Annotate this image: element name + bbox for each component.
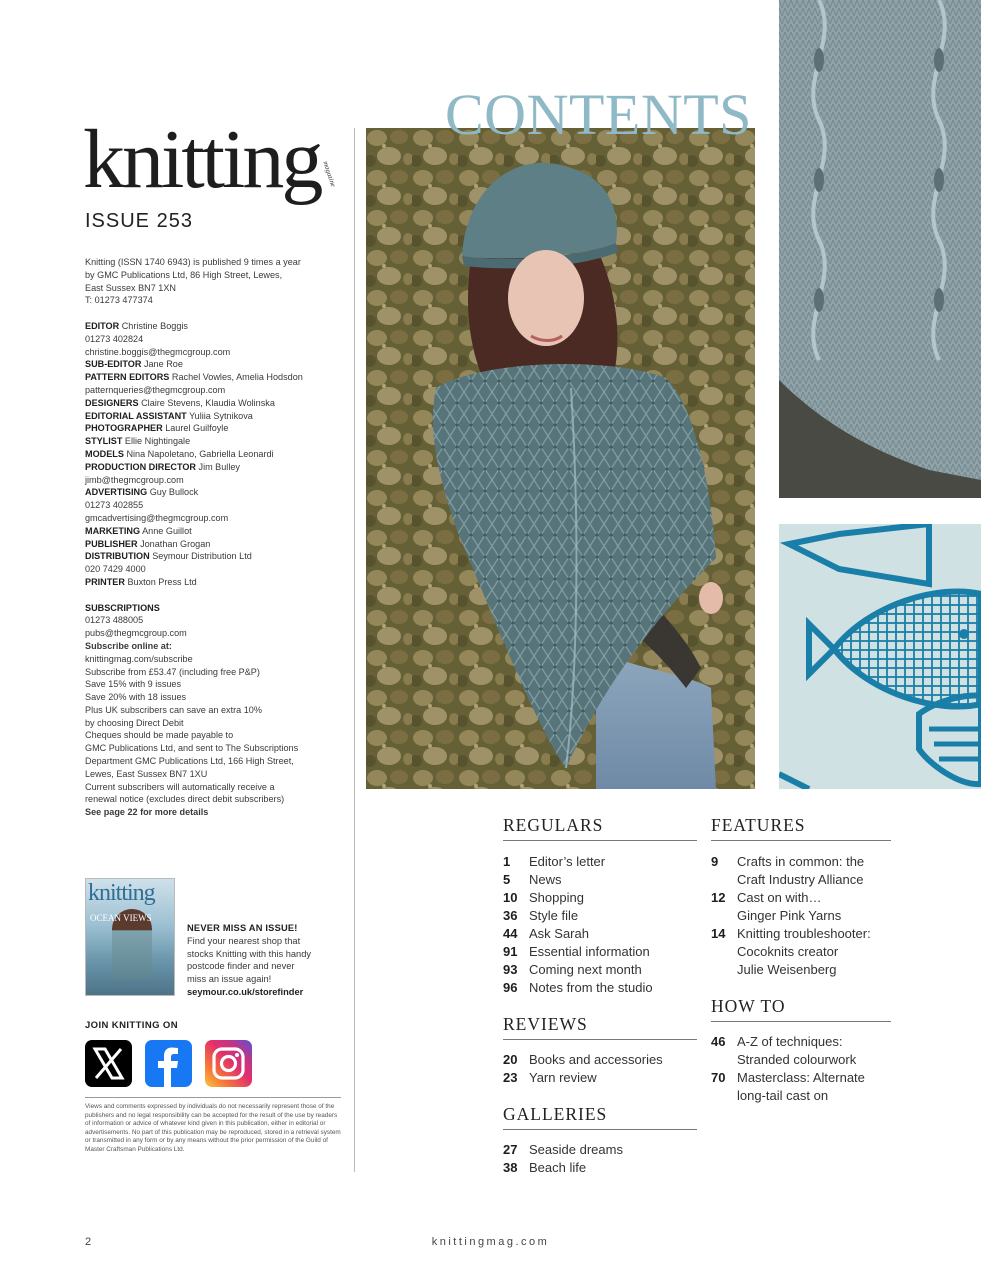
staff-detail: 01273 402824 — [85, 333, 144, 344]
page-ref: 93 — [503, 962, 518, 977]
facebook-icon[interactable] — [145, 1040, 192, 1087]
staff-line — [85, 435, 340, 448]
staff-detail: christine.boggis@thegmcgroup.com — [85, 346, 231, 357]
article-title: News — [529, 872, 562, 887]
staff-line — [85, 486, 340, 499]
staff-role: PHOTOGRAPHER — [85, 423, 163, 434]
article-title: Shopping — [529, 890, 584, 905]
page-ref: 36 — [503, 908, 518, 923]
imprint-block — [85, 256, 340, 819]
contents-item[interactable] — [503, 925, 653, 943]
never-miss-line: Find your nearest shop that — [187, 935, 301, 946]
staff-detail: Ellie Nightingale — [124, 436, 191, 447]
cover-thumbnail-logo: knitting — [88, 880, 155, 906]
howto-heading: HOW TO — [711, 996, 891, 1022]
staff-detail: Buxton Press Ltd — [127, 576, 197, 587]
page-ref: 1 — [503, 854, 511, 869]
article-title: Books and accessories — [529, 1052, 663, 1067]
page-ref: 5 — [503, 872, 511, 887]
staff-line — [85, 461, 340, 474]
subscription-line: Cheques should be made payable to — [85, 730, 234, 741]
issue-number: ISSUE 253 — [85, 210, 193, 232]
staff-role: PATTERN EDITORS — [85, 372, 170, 383]
page-ref: 46 — [711, 1034, 726, 1049]
disclaimer-divider — [85, 1097, 341, 1098]
staff-role: SUB-EDITOR — [85, 359, 142, 370]
page-ref: 70 — [711, 1070, 726, 1085]
storefinder-link[interactable]: seymour.co.uk/storefinder — [187, 986, 304, 997]
features-list — [711, 853, 871, 979]
staff-role: PUBLISHER — [85, 538, 138, 549]
subscription-line: Subscribe online at: — [85, 640, 172, 651]
subscription-line: by choosing Direct Debit — [85, 717, 184, 728]
staff-detail: Christine Boggis — [121, 320, 188, 331]
staff-line — [85, 320, 340, 333]
contents-item[interactable] — [711, 1069, 865, 1105]
page-ref: 14 — [711, 926, 726, 941]
staff-line — [85, 397, 340, 410]
imprint-intro — [85, 256, 340, 307]
never-miss-body — [187, 935, 347, 986]
contents-title: CONTENTS — [445, 82, 752, 147]
subscription-line: renewal notice (excludes direct debit subscribers) — [85, 794, 285, 805]
x-icon[interactable] — [85, 1040, 132, 1087]
legal-disclaimer: Views and comments expressed by individuals do not necessarily represent those of the publishers and no legal responsibility can be accepted for the result of the use by readers of information or advice of whatever kind given in this publication, either in editorial or advertisements. No part of this publication may be reproduced, stored in a retrieval system or transmitted in any form or by any means without the prior permission of the Guild of Master Craftsman Publications Ltd. — [85, 1103, 341, 1153]
staff-detail: Seymour Distribution Ltd — [152, 551, 252, 562]
page-ref: 91 — [503, 944, 518, 959]
features-heading: FEATURES — [711, 815, 891, 841]
subscriptions-info — [85, 614, 340, 819]
staff-detail: Nina Napoletano, Gabriella Leonardi — [126, 448, 274, 459]
page-ref: 9 — [711, 854, 719, 869]
footer-url: knittingmag.com — [431, 1236, 550, 1248]
staff-detail: gmcadvertising@thegmcgroup.com — [85, 512, 229, 523]
article-title: Style file — [529, 908, 579, 923]
galleries-list — [503, 1141, 623, 1177]
staff-line — [85, 422, 340, 435]
staff-role: PRINTER — [85, 576, 125, 587]
contents-item[interactable] — [503, 979, 653, 997]
contents-item[interactable] — [711, 1033, 865, 1069]
staff-detail: Jim Bulley — [198, 461, 240, 472]
staff-detail: Jane Roe — [143, 359, 183, 370]
contents-item[interactable] — [503, 1051, 663, 1069]
article-title: Masterclass: Alternate long-tail cast on — [737, 1070, 865, 1103]
contents-item[interactable] — [503, 1159, 623, 1177]
page-ref: 20 — [503, 1052, 518, 1067]
cover-thumbnail-headline: OCEAN VIEWS — [90, 913, 152, 923]
article-title: Notes from the studio — [529, 980, 653, 995]
magazine-logo: knitting — [83, 113, 321, 206]
subscription-line: Current subscribers will automatically receive a — [85, 781, 275, 792]
article-title: A-Z of techniques: Stranded colourwork — [737, 1034, 857, 1067]
article-title: Editor’s letter — [529, 854, 606, 869]
contents-item[interactable] — [503, 943, 653, 961]
staff-line — [85, 499, 340, 512]
never-miss-line: miss an issue again! — [187, 974, 272, 985]
logo-subtitle: magazine — [321, 160, 338, 189]
subscription-line: Plus UK subscribers can save an extra 10% — [85, 704, 262, 715]
imprint-line: by GMC Publications Ltd, 86 High Street, Lewes, — [85, 269, 283, 280]
subscription-line: Save 20% with 18 issues — [85, 692, 187, 703]
article-title: Knitting troubleshooter: Cocoknits creator Julie Weisenberg — [737, 926, 871, 977]
staff-line — [85, 333, 340, 346]
fish-colourwork-photo — [779, 524, 981, 789]
article-title: Beach life — [529, 1160, 587, 1175]
galleries-heading: GALLERIES — [503, 1104, 697, 1130]
staff-line — [85, 371, 340, 384]
page-ref: 38 — [503, 1160, 518, 1175]
never-miss-title: NEVER MISS AN ISSUE! — [187, 923, 298, 933]
subscription-line: See page 22 for more details — [85, 807, 209, 818]
staff-line — [85, 525, 340, 538]
contents-item[interactable] — [503, 853, 653, 871]
subscription-line: 01273 488005 — [85, 615, 144, 626]
imprint-line: T: 01273 477374 — [85, 295, 153, 306]
staff-detail: Yuliia Sytnikova — [189, 410, 253, 421]
staff-line — [85, 448, 340, 461]
article-title: Ask Sarah — [529, 926, 589, 941]
staff-role: DISTRIBUTION — [85, 551, 150, 562]
article-title: Yarn review — [529, 1070, 597, 1085]
article-title: Seaside dreams — [529, 1142, 623, 1157]
contents-item[interactable] — [503, 1069, 663, 1087]
howto-list — [711, 1033, 865, 1105]
contents-item[interactable] — [711, 853, 871, 889]
staff-detail: Laurel Guilfoyle — [165, 423, 229, 434]
staff-detail: Claire Stevens, Klaudia Wolinska — [141, 397, 275, 408]
article-title: Coming next month — [529, 962, 642, 977]
contents-item[interactable] — [503, 871, 653, 889]
join-heading: JOIN KNITTING ON — [85, 1020, 178, 1031]
staff-detail: Guy Bullock — [149, 487, 199, 498]
masthead — [83, 113, 343, 232]
staff-role: EDITOR — [85, 320, 120, 331]
staff-line — [85, 410, 340, 423]
staff-detail: patternqueries@thegmcgroup.com — [85, 384, 226, 395]
subscription-line: GMC Publications Ltd, and sent to The Subscriptions — [85, 743, 299, 754]
staff-detail: jimb@thegmcgroup.com — [85, 474, 184, 485]
staff-role: PRODUCTION DIRECTOR — [85, 461, 196, 472]
staff-detail: Rachel Vowles, Amelia Hodsdon — [171, 372, 303, 383]
article-title: Cast on with… Ginger Pink Yarns — [737, 890, 842, 923]
staff-detail: 01273 402855 — [85, 500, 144, 511]
subscription-line: Subscribe from £53.47 (including free P&P) — [85, 666, 260, 677]
subscription-line: pubs@thegmcgroup.com — [85, 628, 187, 639]
staff-line — [85, 550, 340, 563]
staff-detail: 020 7429 4000 — [85, 564, 146, 575]
staff-role: ADVERTISING — [85, 487, 148, 498]
subscription-line: Lewes, East Sussex BN7 1XU — [85, 768, 208, 779]
page-ref: 23 — [503, 1070, 518, 1085]
contents-item[interactable] — [711, 925, 871, 979]
cover-photo-shawl — [366, 128, 755, 789]
regulars-list — [503, 853, 653, 997]
staff-role: STYLIST — [85, 436, 123, 447]
sock-photo — [779, 0, 981, 498]
page-ref: 12 — [711, 890, 726, 905]
reviews-list — [503, 1051, 663, 1087]
page-ref: 96 — [503, 980, 518, 995]
article-title: Essential information — [529, 944, 650, 959]
never-miss-line: postcode finder and never — [187, 961, 295, 972]
contents-item[interactable] — [503, 1141, 623, 1159]
staff-line — [85, 346, 340, 359]
staff-line — [85, 358, 340, 371]
article-title: Crafts in common: the Craft Industry Alliance — [737, 854, 865, 887]
cover-thumbnail — [85, 878, 175, 996]
subscriptions-heading: SUBSCRIPTIONS — [85, 602, 160, 613]
regulars-heading: REGULARS — [503, 815, 697, 841]
page-ref: 27 — [503, 1142, 518, 1157]
staff-line — [85, 538, 340, 551]
page-ref: 44 — [503, 926, 518, 941]
imprint-line: East Sussex BN7 1XN — [85, 282, 176, 293]
staff-role: MARKETING — [85, 525, 141, 536]
subscription-line: Save 15% with 9 issues — [85, 679, 182, 690]
contents-item[interactable] — [711, 889, 871, 925]
subscription-line: knittingmag.com/subscribe — [85, 653, 193, 664]
contents-item[interactable] — [503, 889, 653, 907]
staff-role: EDITORIAL ASSISTANT — [85, 410, 187, 421]
staff-detail: Anne Guillot — [142, 525, 192, 536]
staff-role: MODELS — [85, 448, 124, 459]
staff-list — [85, 320, 340, 589]
staff-line — [85, 576, 340, 589]
staff-line — [85, 474, 340, 487]
instagram-icon[interactable] — [205, 1040, 252, 1087]
never-miss-promo — [187, 922, 347, 999]
column-divider — [354, 128, 355, 1172]
staff-line — [85, 512, 340, 525]
contents-item[interactable] — [503, 961, 653, 979]
reviews-heading: REVIEWS — [503, 1014, 697, 1040]
contents-item[interactable] — [503, 907, 653, 925]
subscription-line: Department GMC Publications Ltd, 166 High Street, — [85, 756, 294, 767]
never-miss-line: stocks Knitting with this handy — [187, 948, 312, 959]
staff-role: DESIGNERS — [85, 397, 139, 408]
staff-line — [85, 563, 340, 576]
staff-line — [85, 384, 340, 397]
page-ref: 10 — [503, 890, 518, 905]
staff-detail: Jonathan Grogan — [140, 538, 211, 549]
imprint-line: Knitting (ISSN 1740 6943) is published 9 times a year — [85, 257, 301, 267]
page-number: 2 — [85, 1236, 92, 1248]
